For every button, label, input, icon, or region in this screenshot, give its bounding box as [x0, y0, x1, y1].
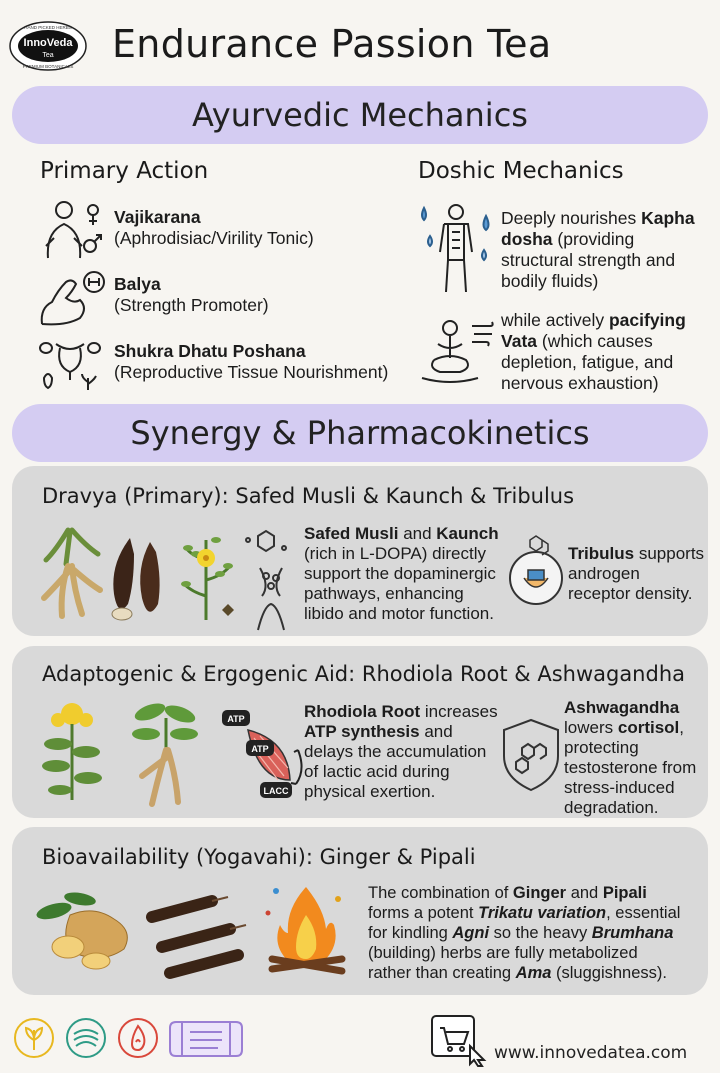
- tribulus-text: [568, 544, 704, 604]
- primary-item-desc: (Reproductive Tissue Nourishment): [114, 362, 389, 382]
- text-part: (which causes: [537, 331, 653, 351]
- text-part: delays the accumulation: [304, 742, 487, 761]
- text-part: pacifying: [608, 310, 686, 330]
- text-part: receptor density.: [568, 584, 693, 603]
- dopamine-synapse-icon: [238, 526, 302, 635]
- atp-label: ATP: [227, 714, 245, 724]
- agni-fire-icon: [264, 879, 350, 984]
- text-part: increases: [420, 702, 498, 721]
- text-part: for kindling: [368, 924, 453, 942]
- text-part: Vata: [501, 331, 537, 351]
- text-part: Brumhana: [591, 924, 674, 942]
- brand-logo: [8, 20, 90, 72]
- text-part: ,: [679, 718, 684, 737]
- bioavailability-text: [368, 883, 680, 983]
- text-part: support the dopaminergic: [304, 564, 496, 583]
- atp-label: ATP: [251, 744, 269, 754]
- body-water-drops-icon: [416, 200, 496, 303]
- primary-item-balya: [114, 274, 269, 316]
- primary-item-name: Balya: [114, 274, 161, 294]
- safed-musli-root-icon: [38, 520, 108, 625]
- flame-badge-icon: [116, 1016, 160, 1065]
- text-part: protecting: [564, 738, 639, 757]
- page-title: Endurance Passion Tea: [112, 22, 552, 66]
- ashwagandha-root-icon: [126, 698, 206, 813]
- reproductive-system-icon: [36, 336, 106, 397]
- panel-title: Adaptogenic & Ergogenic Aid: Rhodiola Root & Ashwagandha: [42, 662, 686, 686]
- text-part: supports: [634, 544, 705, 563]
- text-part: Kaunch: [436, 524, 499, 543]
- doshic-mechanics-heading: Doshic Mechanics: [418, 158, 624, 184]
- text-part: stress-induced: [564, 778, 675, 797]
- text-part: Agni: [452, 924, 490, 942]
- text-part: and: [566, 884, 603, 902]
- rhodiola-text: [304, 702, 498, 802]
- primary-item-name: Shukra Dhatu Poshana: [114, 341, 306, 361]
- text-part: dosha: [501, 229, 553, 249]
- text-part: pathways, enhancing: [304, 584, 464, 603]
- text-part: so the heavy: [489, 924, 592, 942]
- doshic-item-kapha: [501, 208, 695, 292]
- shield-molecule-icon: [500, 718, 562, 797]
- text-part: degradation.: [564, 798, 659, 817]
- logo-ring-bottom: PREMIUM BOTANICALS: [22, 64, 74, 69]
- primary-item-shukra: [114, 341, 388, 383]
- primary-action-heading: Primary Action: [40, 158, 209, 184]
- text-part: Ashwagandha: [564, 698, 680, 717]
- flexed-arm-icon: [36, 268, 106, 333]
- text-part: structural strength and: [501, 250, 676, 270]
- text-part: while actively: [501, 310, 609, 330]
- logo-tea: Tea: [42, 52, 54, 59]
- text-part: Safed Musli: [304, 524, 399, 543]
- panel-adaptogenic: [12, 646, 708, 818]
- text-part: Ginger: [512, 884, 567, 902]
- primary-item-desc: (Aphrodisiac/Virility Tonic): [114, 228, 314, 248]
- text-part: ATP synthesis: [304, 722, 420, 741]
- text-part: Kapha: [641, 208, 695, 228]
- text-part: Ama: [515, 964, 552, 982]
- text-part: (rich in L-DOPA) directly: [304, 544, 486, 563]
- primary-item-desc: (Strength Promoter): [114, 295, 269, 315]
- text-part: rather than creating: [368, 964, 516, 982]
- tribulus-plant-icon: [176, 520, 246, 629]
- logo-ring-top: HAND PICKED HERBS: [24, 25, 72, 30]
- text-part: Rhodiola Root: [304, 702, 421, 721]
- panel-title: Bioavailability (Yogavahi): Ginger & Pipali: [42, 845, 476, 869]
- text-part: depletion, fatigue, and: [501, 352, 674, 372]
- primary-item-name: Vajikarana: [114, 207, 201, 227]
- ashwagandha-text: [564, 698, 696, 818]
- text-part: physical exertion.: [304, 782, 436, 801]
- atp-muscle-icon: [218, 710, 308, 813]
- text-part: forms a potent: [368, 904, 479, 922]
- ginger-root-icon: [34, 885, 144, 976]
- primary-item-vajikarana: [114, 207, 314, 249]
- text-part: (providing: [552, 229, 635, 249]
- text-part: androgen: [568, 564, 640, 583]
- text-part: nervous exhaustion): [501, 373, 659, 393]
- section-heading-ayurvedic: Ayurvedic Mechanics: [12, 86, 708, 144]
- logo-name: InnoVeda: [23, 37, 73, 49]
- text-part: (sluggishness).: [551, 964, 667, 982]
- section-heading-synergy: Synergy & Pharmacokinetics: [12, 404, 708, 462]
- male-figure-icon: [36, 198, 106, 267]
- text-part: and: [419, 722, 453, 741]
- text-part: libido and motor function.: [304, 604, 494, 623]
- panel-title: Dravya (Primary): Safed Musli & Kaunch & Tribulus: [42, 484, 575, 508]
- text-part: Trikatu variation: [478, 904, 607, 922]
- text-part: , essential: [606, 904, 681, 922]
- text-part: Deeply nourishes: [501, 208, 642, 228]
- pipali-pepper-icon: [140, 885, 250, 986]
- text-part: The combination of: [368, 884, 513, 902]
- text-part: lowers: [564, 718, 618, 737]
- rhodiola-plant-icon: [34, 700, 110, 811]
- leaf-badge-icon: [12, 1016, 56, 1065]
- lacc-label: LACC: [263, 786, 289, 796]
- panel-dravya: [12, 466, 708, 636]
- meditation-wind-icon: [416, 316, 496, 393]
- text-part: Tribulus: [568, 544, 635, 563]
- text-part: (building) herbs are fully metabolized: [368, 944, 638, 962]
- text-part: and: [398, 524, 437, 543]
- doshic-item-vata: [501, 310, 686, 394]
- shopping-cart-icon[interactable]: [430, 1014, 488, 1071]
- text-part: cortisol: [617, 718, 680, 737]
- panel-bioavailability: [12, 827, 708, 995]
- dravya-text: [304, 524, 499, 624]
- scroll-badge-icon: [168, 1016, 244, 1065]
- website-link[interactable]: www.innovedatea.com: [494, 1043, 688, 1063]
- text-part: of lactic acid during: [304, 762, 450, 781]
- text-part: Pipali: [602, 884, 647, 902]
- text-part: testosterone from: [564, 758, 697, 777]
- swirl-badge-icon: [64, 1016, 108, 1065]
- kaunch-bean-icon: [100, 534, 180, 629]
- text-part: bodily fluids): [501, 271, 599, 291]
- androgen-receptor-icon: [506, 530, 568, 615]
